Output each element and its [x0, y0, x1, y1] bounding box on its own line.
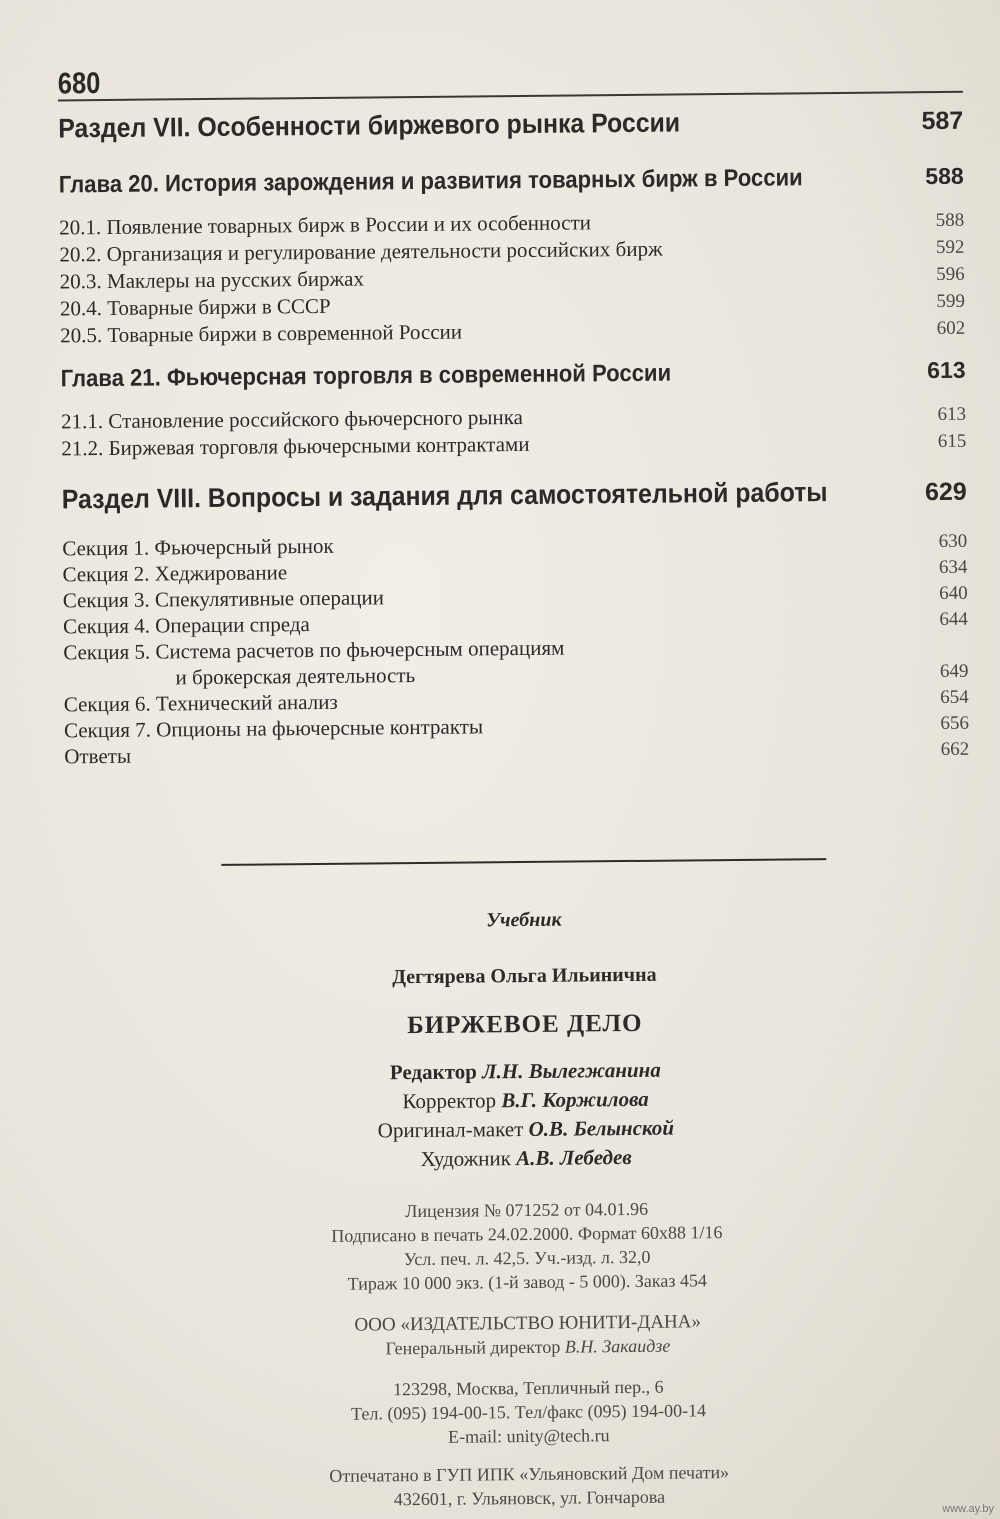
license-line: Лицензия № 071252 от 04.01.96	[405, 1198, 649, 1222]
toc-title: Секция 7. Опционы на фьючерсные контракты	[63, 714, 484, 743]
toc-title: Глава 21. Фьючерсная торговля в современной России	[60, 359, 672, 393]
credit-name: В.Г. Коржилова	[501, 1086, 649, 1113]
toc-title: 21.2. Биржевая торговля фьючерсными контрактами	[61, 431, 530, 461]
toc-page: 592	[935, 236, 965, 259]
credit-role: Редактор	[389, 1059, 478, 1085]
toc-chapter-21	[61, 357, 966, 394]
toc-title: Ответы	[64, 743, 132, 769]
toc-title: Секция 1. Фьючерсный рынок	[62, 533, 334, 561]
header-rule	[58, 91, 963, 102]
book-type: Учебник	[486, 908, 562, 932]
toc-page: 602	[936, 317, 966, 340]
toc-section-8	[62, 476, 967, 516]
printer-address-line: 432601, г. Ульяновск, ул. Гончарова	[393, 1486, 666, 1510]
book-title: БИРЖЕВОЕ ДЕЛО	[407, 1009, 643, 1040]
director-name: В.Н. Закаидзе	[564, 1335, 671, 1357]
toc-title: 20.1. Появление товарных бирж в России и их особенности	[59, 210, 592, 240]
toc-title: 21.1. Становление российского фьючерсного рынка	[60, 405, 523, 434]
credit-corrector	[200, 1085, 850, 1116]
toc-title: 20.3. Маклеры на русских биржах	[59, 266, 365, 294]
director-role: Генеральный директор	[385, 1336, 561, 1359]
email-line: E-mail: unity@tech.ru	[447, 1425, 610, 1447]
toc-title: 20.2. Организация и регулирование деятельности российских бирж	[59, 236, 663, 267]
director-line	[203, 1334, 853, 1361]
toc-page: 613	[937, 403, 967, 426]
signed-line: Подписано в печать 24.02.2000. Формат 60x88 1/16	[331, 1222, 723, 1246]
separator-rule	[221, 858, 826, 866]
toc-page: 599	[936, 290, 966, 313]
toc-title: Глава 20. История зарождения и развития товарных бирж в России	[58, 164, 803, 199]
toc-page: 654	[940, 686, 969, 709]
printer-line: Отпечатано в ГУП ИПК «Ульяновский Дом печати»	[329, 1462, 730, 1486]
toc-page: 649	[939, 660, 969, 683]
toc-page: 634	[938, 556, 968, 579]
toc-page: 587	[921, 106, 964, 136]
toc-title: Секция 3. Спекулятивные операции	[62, 585, 385, 613]
toc-title: Раздел VII. Особенности биржевого рынка России	[58, 107, 681, 144]
credit-artist	[201, 1143, 851, 1174]
toc-page: 640	[939, 582, 968, 605]
credit-name: О.В. Белынской	[528, 1115, 675, 1141]
toc-page: 630	[938, 530, 968, 553]
publisher-name: ООО «ИЗДАТЕЛЬСТВО ЮНИТИ-ДАНА»	[354, 1311, 702, 1336]
credit-role: Художник	[420, 1146, 511, 1172]
credit-name: Л.Н. Вылегжанина	[482, 1057, 661, 1084]
toc-title: 20.4. Товарные биржи в СССР	[59, 293, 331, 321]
toc-page: 629	[924, 477, 967, 507]
toc-page: 588	[925, 162, 964, 190]
toc-title: Раздел VIII. Вопросы и задания для самостоятельной работы	[61, 477, 828, 515]
toc-page: 644	[939, 608, 969, 631]
toc-title: Секция 4. Операции спреда	[62, 612, 310, 639]
toc-title: 20.5. Товарные биржи в современной России	[60, 319, 463, 348]
toc-page: 662	[940, 738, 970, 761]
credit-editor	[200, 1056, 850, 1087]
address-line: 123298, Москва, Тепличный пер., 6	[392, 1376, 664, 1400]
author-name: Дегтярева Ольга Ильинична	[392, 963, 657, 989]
credit-role: Корректор	[402, 1088, 497, 1114]
toc-section-7	[58, 105, 963, 145]
toc-page: 615	[937, 430, 967, 453]
toc-page: 588	[935, 209, 965, 232]
page-number: 680	[57, 67, 101, 101]
print-run-line: Тираж 10 000 экз. (1-й завод - 5 000). Заказ 454	[347, 1270, 708, 1294]
toc-page: 613	[927, 356, 966, 384]
credit-layout	[201, 1114, 851, 1145]
toc-title: Секция 5. Система расчетов по фьючерсным операциям	[63, 635, 565, 665]
toc-page: 596	[936, 263, 965, 286]
watermark: www.ay.by	[942, 1503, 994, 1515]
toc-title: Секция 2. Хеджирование	[62, 560, 288, 587]
toc-page: 656	[940, 712, 970, 735]
sheets-line: Усл. печ. л. 42,5. Уч.-изд. л. 32,0	[403, 1246, 651, 1270]
toc-title: и брокерская деятельность	[175, 663, 416, 690]
credit-name: А.В. Лебедев	[516, 1144, 632, 1171]
toc-chapter-20	[59, 163, 964, 200]
toc-title: Секция 6. Технический анализ	[63, 689, 338, 717]
phone-line: Тел. (095) 194-00-15. Тел/факс (095) 194-00-14	[351, 1400, 707, 1424]
credit-role: Оригинал-макет	[377, 1117, 524, 1143]
